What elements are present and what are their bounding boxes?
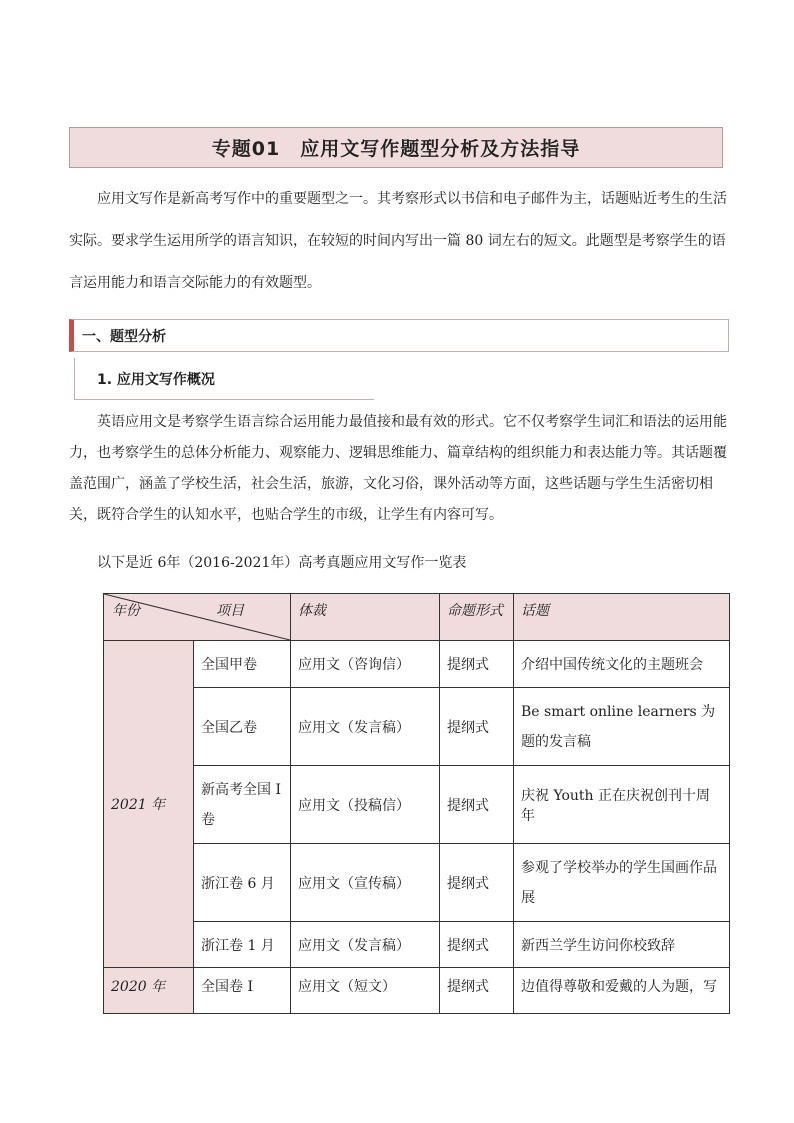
form-cell: 提纲式 <box>440 641 514 688</box>
genre-cell: 应用文（投稿信） <box>291 766 440 844</box>
exam-table <box>103 593 730 1014</box>
genre-cell: 应用文（发言稿） <box>291 922 440 968</box>
header-form: 命题形式 <box>440 594 514 641</box>
header-diagonal-cell <box>104 594 291 641</box>
section-heading: 一、题型分析 <box>69 319 729 352</box>
form-cell: 提纲式 <box>440 844 514 922</box>
table-row <box>104 968 730 1014</box>
genre-cell: 应用文（短文） <box>291 968 440 1014</box>
form-cell: 提纲式 <box>440 922 514 968</box>
header-genre: 体裁 <box>291 594 440 641</box>
table-caption: 以下是近 6年（2016-2021年）高考真题应用文写作一览表 <box>97 555 467 571</box>
year-cell: 2021 年 <box>104 641 194 968</box>
paper-cell: 全国乙卷 <box>194 688 291 766</box>
intro-paragraph: 应用文写作是新高考写作中的重要题型之一。其考察形式以书信和电子邮件为主，话题贴近考生的生活实际。要求学生运用所学的语言知识，在较短的时间内写出一篇 80 词左右的短文。此题型是考察学生的语言运用能力和语言交际能力的有效题型。 <box>69 191 727 291</box>
paper-cell: 全国甲卷 <box>194 641 291 688</box>
topic-cell: 介绍中国传统文化的主题班会 <box>514 641 730 688</box>
form-cell: 提纲式 <box>440 688 514 766</box>
table-row <box>104 922 730 968</box>
header-year: 年份 <box>112 603 140 619</box>
header-item: 项目 <box>216 603 244 619</box>
title-box <box>69 127 723 168</box>
table-row <box>104 641 730 688</box>
table-row <box>104 844 730 922</box>
form-cell: 提纲式 <box>440 766 514 844</box>
topic-cell: 边值得尊敬和爱戴的人为题，写 <box>514 968 730 1014</box>
subsection-heading: 1. 应用文写作概况 <box>74 358 374 400</box>
paper-cell: 新高考全国 I 卷 <box>194 766 291 844</box>
year-cell: 2020 年 <box>104 968 194 1014</box>
table-row <box>104 688 730 766</box>
topic-cell: 参观了学校举办的学生国画作品展 <box>514 844 730 922</box>
paper-cell: 浙江卷 1 月 <box>194 922 291 968</box>
table-row <box>104 766 730 844</box>
overview-paragraph: 英语应用文是考察学生语言综合运用能力最值接和最有效的形式。它不仅考察学生词汇和语法的运用能力，也考察学生的总体分析能力、观察能力、逻辑思维能力、篇章结构的组织能力和表达能力等。其话题覆盖范围广，涵盖了学校生活，社会生活，旅游，文化习俗，课外活动等方面，这些话题与学生生活密切相关，既符合学生的认知水平，也贴合学生的市级，让学生有内容可写。 <box>69 414 727 523</box>
paper-cell: 全国卷 I <box>194 968 291 1014</box>
topic-cell: 庆祝 Youth 正在庆祝创刊十周年 <box>514 766 730 844</box>
genre-cell: 应用文（宣传稿） <box>291 844 440 922</box>
genre-cell: 应用文（咨询信） <box>291 641 440 688</box>
page-title: 专题01 应用文写作题型分析及方法指导 <box>211 138 581 160</box>
paper-cell: 浙江卷 6 月 <box>194 844 291 922</box>
topic-cell: 新西兰学生访问你校致辞 <box>514 922 730 968</box>
genre-cell: 应用文（发言稿） <box>291 688 440 766</box>
header-topic: 话题 <box>514 594 730 641</box>
table-header-row <box>104 594 730 641</box>
topic-cell: Be smart online learners 为题的发言稿 <box>514 688 730 766</box>
form-cell: 提纲式 <box>440 968 514 1014</box>
